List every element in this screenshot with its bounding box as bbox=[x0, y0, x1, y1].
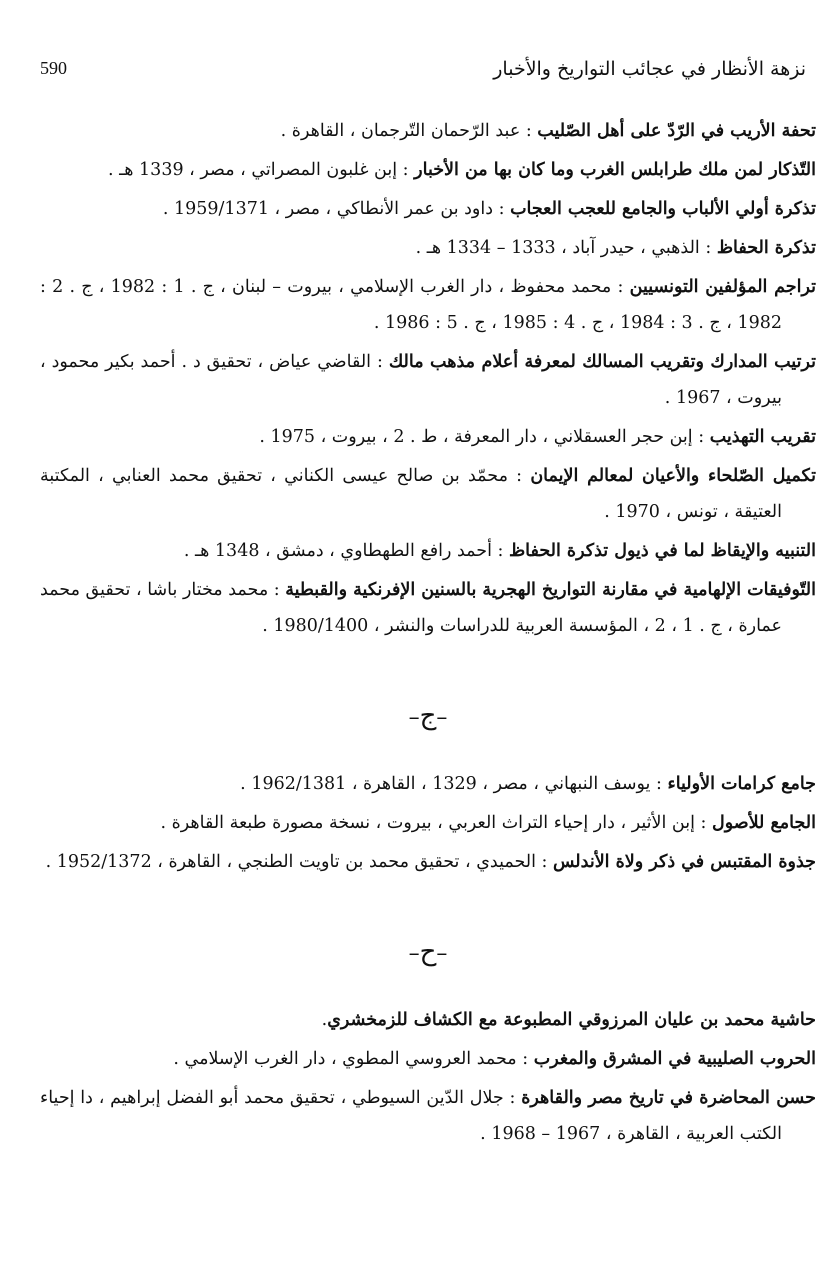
bib-entry bbox=[40, 805, 816, 841]
entry-title: جذوة المقتبس في ذكر ولاة الأندلس bbox=[553, 852, 816, 872]
section-letter-heading: –ح– bbox=[408, 937, 448, 967]
bib-entry bbox=[40, 269, 816, 341]
entry-details: : يوسف النبهاني ، مصر ، 1329 ، القاهرة ، 1962/1381 . bbox=[240, 774, 662, 794]
section-ha bbox=[40, 920, 816, 1152]
bib-entry bbox=[40, 419, 816, 455]
entry-details: : القاضي عياض ، تحقيق د . أحمد بكير محمود ، بيروت ، 1967 . bbox=[40, 352, 782, 408]
entry-title: تقريب التهذيب bbox=[709, 427, 816, 447]
bib-entry bbox=[40, 191, 816, 227]
bib-entry bbox=[40, 458, 816, 530]
bib-entry bbox=[40, 344, 816, 416]
entry-details: : أحمد رافع الطهطاوي ، دمشق ، 1348 هـ . bbox=[183, 541, 504, 561]
entry-title: تراجم المؤلفين التونسيين bbox=[629, 277, 817, 297]
bib-entry bbox=[40, 1080, 816, 1152]
bib-entry bbox=[40, 113, 816, 149]
entry-title: التنبيه والإيقاظ لما في ذيول تذكرة الحفاظ bbox=[508, 541, 816, 561]
entry-details: : محمد العروسي المطوي ، دار الغرب الإسلامي . bbox=[173, 1049, 529, 1069]
entry-details: : الحميدي ، تحقيق محمد بن تاويت الطنجي ، القاهرة ، 1952/1372 . bbox=[45, 852, 548, 872]
entry-details: : إبن غلبون المصراتي ، مصر ، 1339 هـ . bbox=[108, 160, 409, 180]
entry-title: الحروب الصليبية في المشرق والمغرب bbox=[533, 1049, 816, 1069]
entry-title: تذكرة الحفاظ bbox=[716, 238, 816, 258]
bibliography bbox=[40, 113, 816, 1155]
entry-title: تكميل الصّلحاء والأعيان لمعالم الإيمان bbox=[530, 466, 816, 486]
entry-details: : الذهبي ، حيدر آباد ، 1333 – 1334 هـ . bbox=[415, 238, 712, 258]
bib-entry bbox=[40, 766, 816, 802]
section-letter: ج bbox=[419, 701, 437, 731]
section-jim bbox=[40, 684, 816, 880]
bib-entry bbox=[40, 844, 816, 880]
section-letter-heading: –ج– bbox=[408, 701, 448, 731]
entry-details: : محمّد بن صالح عيسى الكناني ، تحقيق محمد العنابي ، المكتبة العتيقة ، تونس ، 1970 . bbox=[40, 466, 782, 522]
bib-entry bbox=[40, 152, 816, 188]
entry-title: ترتيب المدارك وتقريب المسالك لمعرفة أعلام مذهب مالك bbox=[388, 352, 816, 372]
entry-title: جامع كرامات الأولياء bbox=[667, 774, 816, 794]
entry-title: التّوفيقات الإلهامية في مقارنة التواريخ الهجرية بالسنين الإفرنكية والقبطية bbox=[285, 580, 816, 600]
bib-entry bbox=[40, 1041, 816, 1077]
page-number: 590 bbox=[40, 58, 67, 78]
entry-title: حاشية محمد بن عليان المرزوقي المطبوعة مع الكشاف للزمخشري bbox=[327, 1010, 816, 1030]
section-ta bbox=[40, 113, 816, 644]
entry-details: . bbox=[321, 1010, 328, 1030]
entry-details: : إبن الأثير ، دار إحياء التراث العربي ، بيروت ، نسخة مصورة طبعة القاهرة . bbox=[160, 813, 707, 833]
entry-details: : عبد الرّحمان التّرجمان ، القاهرة . bbox=[280, 121, 532, 141]
entry-details: : داود بن عمر الأنطاكي ، مصر ، 1959/1371 . bbox=[162, 199, 505, 219]
entry-title: الجامع للأصول bbox=[712, 813, 816, 833]
entry-details: : جلال الدّين السيوطي ، تحقيق محمد أبو الفضل إبراهيم ، دا إحياء الكتب العربية ، القاهرة ، 1967 – 1968 . bbox=[40, 1088, 782, 1144]
bib-entry bbox=[40, 572, 816, 644]
page-header bbox=[40, 58, 806, 92]
entry-title: تذكرة أولي الألباب والجامع للعجب العجاب bbox=[510, 199, 816, 219]
section-letter: ح bbox=[419, 937, 437, 967]
entry-title: تحفة الأريب في الرّدّ على أهل الصّليب bbox=[537, 121, 816, 141]
entry-details: : إبن حجر العسقلاني ، دار المعرفة ، ط . 2 ، بيروت ، 1975 . bbox=[259, 427, 705, 447]
entry-title: حسن المحاضرة في تاريخ مصر والقاهرة bbox=[521, 1088, 816, 1108]
entry-details: : محمد مختار باشا ، تحقيق محمد عمارة ، ج . 1 ، 2 ، المؤسسة العربية للدراسات والنشر ، 1980/1400 . bbox=[39, 580, 782, 636]
bib-entry bbox=[40, 533, 816, 569]
entry-details: : محمد محفوظ ، دار الغرب الإسلامي ، بيروت – لبنان ، ج . 1 : 1982 ، ج . 2 : 1982 ، ج . 3 : 1984 ، ج . 4 : 1985 ، ج . 5 : 1986 . bbox=[40, 277, 782, 333]
bib-entry bbox=[40, 230, 816, 266]
entry-title: التّذكار لمن ملك طرابلس الغرب وما كان بها من الأخبار bbox=[414, 160, 816, 180]
bib-entry bbox=[40, 1002, 816, 1038]
running-title: نزهة الأنظار في عجائب التواريخ والأخبار bbox=[493, 58, 806, 80]
